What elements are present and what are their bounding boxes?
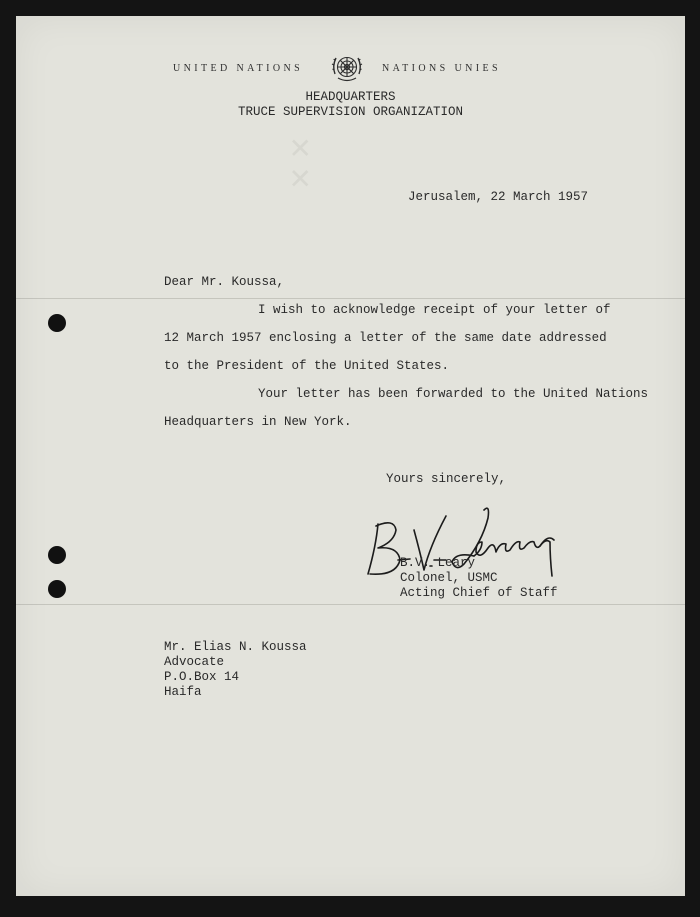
un-emblem-icon — [329, 50, 365, 86]
letterhead-french: NATIONS UNIES — [382, 63, 501, 74]
signatory-rank: Colonel, USMC — [400, 571, 498, 585]
body-line-5: Headquarters in New York. — [164, 415, 352, 429]
body-line-1: I wish to acknowledge receipt of your letter of — [258, 303, 611, 317]
show-through-mark: ✕ ✕ — [283, 136, 314, 190]
letterhead-english: UNITED NATIONS — [173, 63, 304, 74]
fold-line-upper — [16, 298, 685, 299]
fold-line-lower — [16, 604, 685, 605]
signatory-title: Acting Chief of Staff — [400, 586, 558, 600]
dateline: Jerusalem, 22 March 1957 — [408, 190, 589, 204]
letterhead-line-headquarters: HEADQUARTERS — [305, 90, 396, 104]
punch-hole-bottom — [48, 580, 66, 598]
recipient-name: Mr. Elias N. Koussa — [164, 640, 307, 654]
recipient-profession: Advocate — [164, 655, 225, 669]
punch-hole-middle — [48, 546, 66, 564]
letterhead-line-organization: TRUCE SUPERVISION ORGANIZATION — [237, 105, 464, 119]
recipient-po-box: P.O.Box 14 — [164, 670, 240, 684]
letter-page — [16, 16, 685, 896]
body-line-4: Your letter has been forwarded to the United Nations — [258, 387, 649, 401]
signatory-name: B.V. Leary — [400, 556, 476, 570]
punch-hole-top — [48, 314, 66, 332]
body-line-3: to the President of the United States. — [164, 359, 450, 373]
body-line-2: 12 March 1957 enclosing a letter of the same date addressed — [164, 331, 607, 345]
salutation: Dear Mr. Koussa, — [164, 275, 285, 289]
closing: Yours sincerely, — [386, 472, 507, 486]
recipient-city: Haifa — [164, 685, 202, 699]
